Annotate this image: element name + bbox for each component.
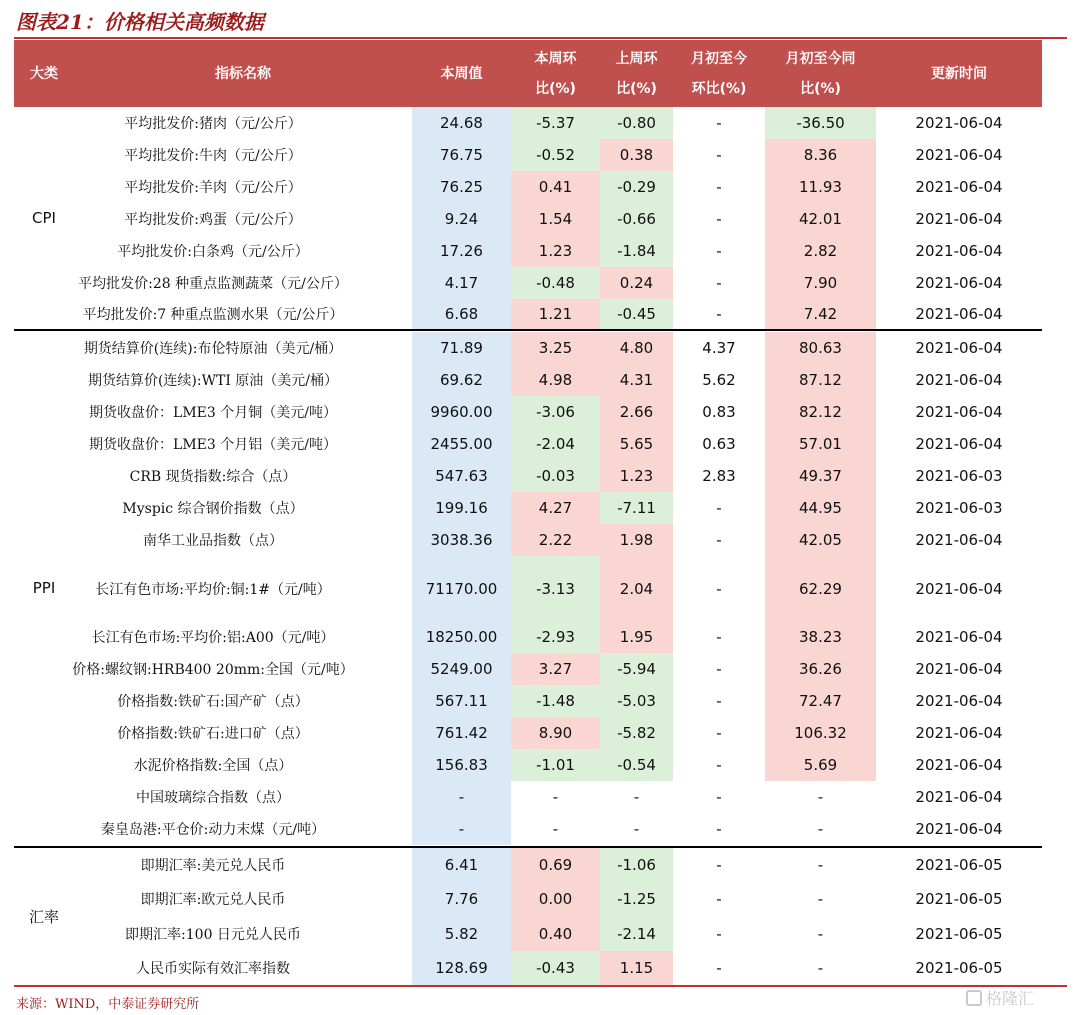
- mtd-yoy-cell: 36.26: [765, 653, 876, 685]
- table-row: [14, 267, 1042, 299]
- source-note: 来源：WIND，中泰证券研究所: [16, 997, 200, 1012]
- mtd-yoy-cell: 42.01: [765, 203, 876, 235]
- updated-cell: 2021-06-05: [915, 856, 1003, 874]
- wow-cell: -0.52: [511, 139, 600, 171]
- wow-cell: 0.41: [511, 171, 600, 203]
- indicator-cell: 中国玻璃综合指数（点）: [136, 790, 290, 806]
- mtd-cell: -: [716, 692, 722, 710]
- value-cell: 547.63: [412, 460, 511, 492]
- indicator-cell: 即期汇率:100 日元兑人民币: [125, 926, 301, 943]
- wow-cell: 1.21: [511, 299, 600, 329]
- updated-cell: 2021-06-04: [915, 178, 1003, 196]
- indicator-cell: 期货收盘价：LME3 个月铝（美元/吨）: [89, 437, 337, 453]
- mtd-cell: 2.83: [702, 467, 736, 485]
- mtd-cell: -: [716, 242, 722, 260]
- value-cell: 76.25: [412, 171, 511, 203]
- mtd-cell: -: [716, 579, 722, 598]
- mtd-yoy-cell: 5.69: [765, 749, 876, 781]
- updated-cell: 2021-06-04: [915, 274, 1003, 292]
- indicator-cell: 人民币实际有效汇率指数: [136, 961, 290, 977]
- value-cell: 761.42: [412, 717, 511, 749]
- indicator-cell: 秦皇岛港:平仓价:动力末煤（元/吨）: [100, 822, 326, 838]
- wow-cell: 3.27: [511, 653, 600, 685]
- value-cell: -: [412, 813, 511, 845]
- wow-cell: 1.23: [511, 235, 600, 267]
- mtd-cell: -: [716, 856, 722, 874]
- indicator-cell: 平均批发价:白条鸡（元/公斤）: [117, 244, 309, 260]
- mtd-yoy-cell: -: [817, 856, 824, 874]
- chart-title: 图表21：价格相关高频数据: [16, 10, 264, 34]
- mtd-yoy-cell: 87.12: [765, 364, 876, 396]
- value-cell: 76.75: [412, 139, 511, 171]
- prev-wow-cell: 1.95: [600, 621, 673, 653]
- updated-cell: 2021-06-04: [915, 435, 1003, 453]
- mtd-cell: -: [716, 305, 722, 323]
- header-indicator: 指标名称: [215, 65, 271, 82]
- table-row: [14, 364, 1042, 396]
- prev-wow-cell: -0.45: [600, 299, 673, 329]
- updated-cell: 2021-06-04: [915, 114, 1003, 132]
- watermark-logo-icon: [966, 990, 982, 1006]
- mtd-yoy-cell: 82.12: [765, 396, 876, 428]
- wow-cell: 1.54: [511, 203, 600, 235]
- updated-cell: 2021-06-04: [915, 146, 1003, 164]
- wow-cell: -1.01: [511, 749, 600, 781]
- mtd-yoy-cell: -: [817, 890, 824, 908]
- prev-wow-cell: 4.80: [600, 332, 673, 364]
- mtd-cell: -: [716, 210, 722, 228]
- indicator-cell: 平均批发价:猪肉（元/公斤）: [124, 116, 302, 132]
- value-cell: 71.89: [412, 332, 511, 364]
- updated-cell: 2021-06-04: [915, 628, 1003, 646]
- updated-cell: 2021-06-04: [915, 756, 1003, 774]
- updated-cell: 2021-06-04: [915, 531, 1003, 549]
- wow-cell: -0.48: [511, 267, 600, 299]
- mtd-cell: -: [716, 788, 722, 806]
- header-mtd-yoy: 月初至今同 比(%): [785, 50, 856, 97]
- wow-cell: 0.40: [511, 916, 600, 951]
- mtd-cell: -: [716, 531, 722, 549]
- mtd-yoy-cell: 42.05: [765, 524, 876, 556]
- updated-cell: 2021-06-04: [915, 692, 1003, 710]
- table-row: [14, 492, 1042, 524]
- wow-cell: -3.06: [511, 396, 600, 428]
- prev-wow-cell: -0.54: [600, 749, 673, 781]
- value-cell: 24.68: [412, 107, 511, 139]
- updated-cell: 2021-06-04: [915, 788, 1003, 806]
- indicator-cell: 长江有色市场:平均价:铜:1#（元/吨）: [95, 581, 331, 598]
- table-row: [14, 203, 1042, 235]
- category-cpi: CPI: [32, 209, 56, 227]
- prev-wow-cell: -5.82: [600, 717, 673, 749]
- mtd-yoy-cell: 106.32: [765, 717, 876, 749]
- wow-cell: -5.37: [511, 107, 600, 139]
- value-cell: 6.41: [412, 848, 511, 882]
- mtd-cell: -: [716, 890, 722, 908]
- indicator-cell: Myspic 综合钢价指数（点）: [122, 501, 304, 517]
- value-cell: 156.83: [412, 749, 511, 781]
- value-cell: 18250.00: [412, 621, 511, 653]
- mtd-cell: 4.37: [702, 339, 736, 357]
- value-cell: 4.17: [412, 267, 511, 299]
- prev-wow-cell: -1.84: [600, 235, 673, 267]
- wow-cell: -0.03: [511, 460, 600, 492]
- mtd-cell: -: [716, 628, 722, 646]
- wow-cell: -0.43: [511, 951, 600, 985]
- indicator-cell: 水泥价格指数:全国（点）: [133, 758, 293, 774]
- mtd-yoy-cell: 80.63: [765, 332, 876, 364]
- source-rule: [14, 985, 1067, 987]
- table-row: [14, 235, 1042, 267]
- mtd-yoy-cell: 11.93: [765, 171, 876, 203]
- table-row: [14, 396, 1042, 428]
- updated-cell: 2021-06-04: [915, 305, 1003, 323]
- value-cell: 17.26: [412, 235, 511, 267]
- prev-wow-cell: 0.24: [600, 267, 673, 299]
- section-divider: [14, 329, 1042, 331]
- mtd-cell: -: [716, 756, 722, 774]
- value-cell: 567.11: [412, 685, 511, 717]
- prev-wow-cell: 5.65: [600, 428, 673, 460]
- mtd-yoy-cell: 57.01: [765, 428, 876, 460]
- value-cell: 7.76: [412, 882, 511, 916]
- wow-cell: -: [552, 820, 559, 838]
- table-row: [14, 951, 1042, 985]
- table-row: [14, 139, 1042, 171]
- mtd-cell: -: [716, 924, 722, 943]
- table-row: [14, 524, 1042, 556]
- mtd-yoy-cell: 62.29: [765, 556, 876, 621]
- table-row: [14, 916, 1042, 951]
- prev-wow-cell: 4.31: [600, 364, 673, 396]
- updated-cell: 2021-06-03: [915, 467, 1003, 485]
- prev-wow-cell: -0.80: [600, 107, 673, 139]
- mtd-yoy-cell: -: [817, 924, 824, 943]
- wow-cell: 4.27: [511, 492, 600, 524]
- updated-cell: 2021-06-04: [915, 820, 1003, 838]
- prev-wow-cell: -0.29: [600, 171, 673, 203]
- mtd-cell: -: [716, 146, 722, 164]
- mtd-yoy-cell: 2.82: [765, 235, 876, 267]
- table-row: [14, 813, 1042, 845]
- indicator-cell: 平均批发价:7 种重点监测水果（元/公斤）: [82, 307, 344, 323]
- mtd-yoy-cell: 7.42: [765, 299, 876, 329]
- table-row: [14, 882, 1042, 916]
- header-value: 本周值: [440, 65, 483, 82]
- prev-wow-cell: 1.15: [600, 951, 673, 985]
- table-row: [14, 171, 1042, 203]
- prev-wow-cell: -5.03: [600, 685, 673, 717]
- value-cell: 9.24: [412, 203, 511, 235]
- value-cell: -: [412, 781, 511, 813]
- mtd-cell: -: [716, 274, 722, 292]
- wow-cell: -2.04: [511, 428, 600, 460]
- updated-cell: 2021-06-04: [915, 339, 1003, 357]
- wow-cell: 0.69: [511, 848, 600, 882]
- mtd-yoy-cell: -: [817, 788, 824, 806]
- watermark: 格隆汇: [966, 986, 1034, 1009]
- indicator-cell: 南华工业品指数（点）: [143, 533, 283, 549]
- table-row: [14, 749, 1042, 781]
- prev-wow-cell: -: [633, 820, 640, 838]
- updated-cell: 2021-06-04: [915, 660, 1003, 678]
- updated-cell: 2021-06-04: [915, 403, 1003, 421]
- updated-cell: 2021-06-04: [915, 579, 1003, 598]
- wow-cell: 3.25: [511, 332, 600, 364]
- table-row: [14, 460, 1042, 492]
- table-row: [14, 428, 1042, 460]
- header-mtd: 月初至今 环比(%): [691, 50, 747, 97]
- wow-cell: -3.13: [511, 556, 600, 621]
- updated-cell: 2021-06-04: [915, 210, 1003, 228]
- mtd-cell: -: [716, 724, 722, 742]
- indicator-cell: 期货结算价(连续):布伦特原油（美元/桶）: [83, 341, 343, 357]
- header-updated: 更新时间: [931, 65, 987, 82]
- mtd-cell: -: [716, 114, 722, 132]
- indicator-cell: 期货收盘价：LME3 个月铜（美元/吨）: [89, 405, 337, 421]
- value-cell: 69.62: [412, 364, 511, 396]
- value-cell: 9960.00: [412, 396, 511, 428]
- table-row: [14, 107, 1042, 139]
- wow-cell: 4.98: [511, 364, 600, 396]
- value-cell: 5249.00: [412, 653, 511, 685]
- prev-wow-cell: 0.38: [600, 139, 673, 171]
- wow-cell: -2.93: [511, 621, 600, 653]
- prev-wow-cell: -: [633, 788, 640, 806]
- mtd-cell: -: [716, 959, 722, 977]
- section-divider: [14, 846, 1042, 848]
- updated-cell: 2021-06-04: [915, 242, 1003, 260]
- indicator-cell: 平均批发价:牛肉（元/公斤）: [124, 148, 302, 164]
- table-row: [14, 685, 1042, 717]
- updated-cell: 2021-06-04: [915, 371, 1003, 389]
- wow-cell: -1.48: [511, 685, 600, 717]
- prev-wow-cell: -5.94: [600, 653, 673, 685]
- updated-cell: 2021-06-05: [915, 959, 1003, 977]
- prev-wow-cell: -7.11: [600, 492, 673, 524]
- value-cell: 71170.00: [412, 556, 511, 621]
- category-ppi: PPI: [32, 579, 56, 597]
- mtd-yoy-cell: -36.50: [765, 107, 876, 139]
- mtd-cell: 0.63: [702, 435, 736, 453]
- value-cell: 199.16: [412, 492, 511, 524]
- header-category: 大类: [30, 65, 58, 82]
- value-cell: 2455.00: [412, 428, 511, 460]
- mtd-yoy-cell: -: [817, 820, 824, 838]
- prev-wow-cell: 1.98: [600, 524, 673, 556]
- table-header: [14, 40, 1042, 107]
- value-cell: 128.69: [412, 951, 511, 985]
- value-cell: 6.68: [412, 299, 511, 329]
- indicator-cell: 价格:螺纹钢:HRB400 20mm:全国（元/吨）: [72, 662, 354, 678]
- table-row: [14, 653, 1042, 685]
- value-cell: 5.82: [412, 916, 511, 951]
- mtd-cell: 0.83: [702, 403, 736, 421]
- indicator-cell: 平均批发价:28 种重点监测蔬菜（元/公斤）: [78, 276, 348, 292]
- indicator-cell: 即期汇率:美元兑人民币: [140, 858, 286, 874]
- updated-cell: 2021-06-05: [915, 890, 1003, 908]
- table-row: [14, 781, 1042, 813]
- mtd-cell: -: [716, 499, 722, 517]
- value-cell: 3038.36: [412, 524, 511, 556]
- wow-cell: 2.22: [511, 524, 600, 556]
- indicator-cell: CRB 现货指数:综合（点）: [129, 469, 297, 485]
- mtd-yoy-cell: 8.36: [765, 139, 876, 171]
- wow-cell: -: [552, 788, 559, 806]
- indicator-cell: 期货结算价(连续):WTI 原油（美元/桶）: [87, 373, 339, 389]
- mtd-yoy-cell: 7.90: [765, 267, 876, 299]
- indicator-cell: 即期汇率:欧元兑人民币: [140, 892, 286, 908]
- mtd-yoy-cell: 49.37: [765, 460, 876, 492]
- category-fx: 汇率: [28, 907, 59, 926]
- updated-cell: 2021-06-04: [915, 724, 1003, 742]
- table-row: [14, 621, 1042, 653]
- prev-wow-cell: -1.06: [600, 848, 673, 882]
- header-prev-wow: 上周环 比(%): [615, 50, 658, 97]
- prev-wow-cell: -1.25: [600, 882, 673, 916]
- prev-wow-cell: -2.14: [600, 916, 673, 951]
- table-row: [14, 556, 1042, 621]
- updated-cell: 2021-06-03: [915, 499, 1003, 517]
- mtd-yoy-cell: 44.95: [765, 492, 876, 524]
- updated-cell: 2021-06-05: [915, 924, 1003, 943]
- table-row: [14, 848, 1042, 882]
- prev-wow-cell: 2.66: [600, 396, 673, 428]
- indicator-cell: 平均批发价:羊肉（元/公斤）: [124, 180, 302, 196]
- mtd-cell: -: [716, 820, 722, 838]
- wow-cell: 0.00: [511, 882, 600, 916]
- prev-wow-cell: 1.23: [600, 460, 673, 492]
- indicator-cell: 平均批发价:鸡蛋（元/公斤）: [124, 212, 302, 228]
- indicator-cell: 价格指数:铁矿石:进口矿（点）: [117, 726, 309, 742]
- indicator-cell: 价格指数:铁矿石:国产矿（点）: [117, 694, 309, 710]
- mtd-yoy-cell: 38.23: [765, 621, 876, 653]
- table-row: [14, 717, 1042, 749]
- header-wow: 本周环 比(%): [534, 50, 577, 97]
- mtd-cell: -: [716, 660, 722, 678]
- mtd-yoy-cell: 72.47: [765, 685, 876, 717]
- wow-cell: 8.90: [511, 717, 600, 749]
- mtd-cell: 5.62: [702, 371, 736, 389]
- prev-wow-cell: 2.04: [600, 556, 673, 621]
- table-row: [14, 332, 1042, 364]
- indicator-cell: 长江有色市场:平均价:铝:A00（元/吨）: [91, 630, 335, 646]
- title-rule: [14, 37, 1067, 39]
- mtd-yoy-cell: -: [817, 959, 824, 977]
- table-row: [14, 299, 1042, 329]
- mtd-cell: -: [716, 178, 722, 196]
- prev-wow-cell: -0.66: [600, 203, 673, 235]
